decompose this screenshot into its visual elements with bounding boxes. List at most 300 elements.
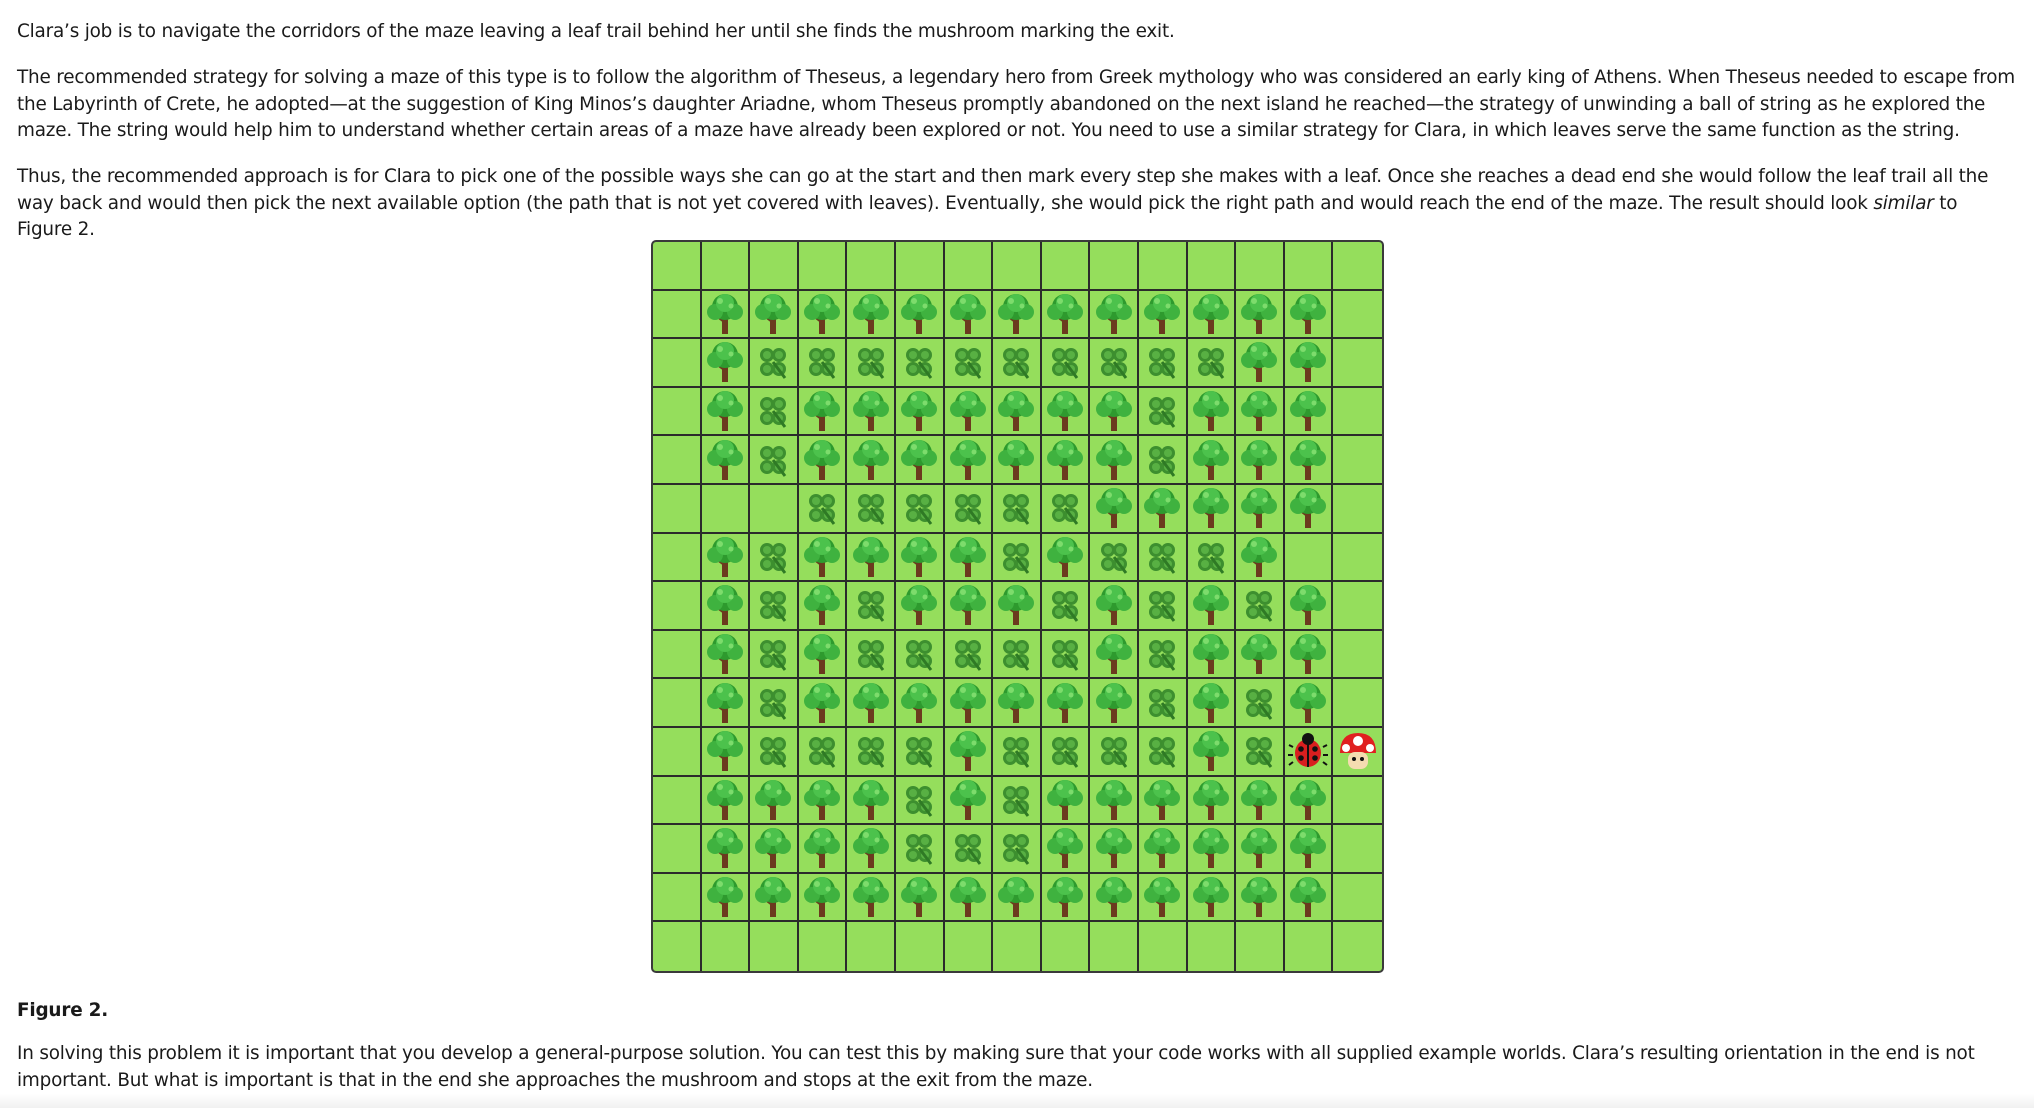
maze-cell — [1285, 582, 1334, 631]
maze-cell — [1042, 485, 1091, 534]
tree-icon — [1237, 778, 1281, 822]
maze-cell — [1139, 339, 1188, 388]
maze-cell — [1285, 874, 1334, 923]
tree-icon — [800, 535, 844, 579]
maze-cell — [799, 436, 848, 485]
maze-cell — [1188, 631, 1237, 680]
maze-cell — [1042, 388, 1091, 437]
leaf-icon — [800, 729, 844, 773]
leaf-icon — [1237, 583, 1281, 627]
maze-cell — [896, 825, 945, 874]
maze-cell — [1042, 582, 1091, 631]
maze-cell — [653, 582, 702, 631]
tree-icon — [1237, 826, 1281, 870]
maze-cell — [1090, 777, 1139, 826]
maze-cell — [1333, 436, 1382, 485]
maze-cell — [945, 874, 994, 923]
leaf-icon — [849, 486, 893, 530]
maze-cell — [702, 242, 751, 291]
maze-cell — [847, 922, 896, 971]
tree-icon — [1237, 292, 1281, 336]
maze-cell — [1236, 777, 1285, 826]
maze-cell — [1042, 679, 1091, 728]
leaf-icon — [897, 729, 941, 773]
leaf-icon — [1092, 535, 1136, 579]
maze-cell — [1139, 582, 1188, 631]
maze-cell — [993, 436, 1042, 485]
maze-cell — [750, 436, 799, 485]
tree-icon — [897, 438, 941, 482]
maze-cell — [1042, 291, 1091, 340]
leaf-icon — [946, 826, 990, 870]
maze-cell — [653, 291, 702, 340]
tree-icon — [703, 729, 747, 773]
maze-cell — [1139, 242, 1188, 291]
figure-caption: Figure 2. — [17, 1000, 109, 1021]
maze-cell — [1090, 485, 1139, 534]
leaf-icon — [1140, 535, 1184, 579]
leaf-icon — [751, 535, 795, 579]
maze-cell — [945, 485, 994, 534]
maze-cell — [750, 777, 799, 826]
maze-cell — [896, 679, 945, 728]
maze-cell — [653, 777, 702, 826]
leaf-icon — [800, 486, 844, 530]
maze-cell — [1090, 291, 1139, 340]
tree-icon — [1092, 583, 1136, 627]
maze-cell — [1333, 291, 1382, 340]
maze-cell — [945, 534, 994, 583]
maze-cell — [945, 388, 994, 437]
maze-cell — [1236, 825, 1285, 874]
tree-icon — [1043, 778, 1087, 822]
maze-cell — [799, 874, 848, 923]
maze-cell — [896, 534, 945, 583]
maze-cell — [653, 728, 702, 777]
maze-cell — [702, 582, 751, 631]
leaf-icon — [946, 340, 990, 384]
maze-cell — [847, 436, 896, 485]
tree-icon — [800, 292, 844, 336]
maze-cell — [945, 777, 994, 826]
leaf-icon — [1092, 340, 1136, 384]
maze-cell — [1188, 534, 1237, 583]
maze-cell — [1139, 728, 1188, 777]
tree-icon — [800, 389, 844, 433]
maze-cell — [1333, 242, 1382, 291]
leaf-icon — [897, 778, 941, 822]
leaf-icon — [751, 583, 795, 627]
tree-icon — [1237, 340, 1281, 384]
tree-icon — [1286, 875, 1330, 919]
tree-icon — [703, 292, 747, 336]
approach-paragraph — [17, 164, 2017, 244]
maze-cell — [847, 291, 896, 340]
maze-cell — [702, 777, 751, 826]
maze-cell — [1042, 436, 1091, 485]
maze-cell — [799, 825, 848, 874]
maze-cell — [1333, 485, 1382, 534]
intro-paragraph: Clara’s job is to navigate the corridors of the maze leaving a leaf trail behind her until she finds the mushroom marking the exit. — [17, 21, 1175, 42]
maze-cell — [1042, 777, 1091, 826]
tree-icon — [1189, 583, 1233, 627]
maze-cell — [1090, 679, 1139, 728]
maze-cell — [1285, 388, 1334, 437]
maze-cell — [1285, 534, 1334, 583]
tree-icon — [800, 778, 844, 822]
leaf-icon — [946, 632, 990, 676]
maze-cell — [1285, 631, 1334, 680]
leaf-icon — [751, 681, 795, 725]
maze-cell — [653, 922, 702, 971]
leaf-icon — [1140, 681, 1184, 725]
maze-cell — [1333, 825, 1382, 874]
tree-icon — [800, 826, 844, 870]
leaf-icon — [946, 486, 990, 530]
tree-icon — [849, 535, 893, 579]
maze-cell — [993, 582, 1042, 631]
tree-icon — [800, 438, 844, 482]
maze-cell — [847, 242, 896, 291]
maze-cell — [847, 679, 896, 728]
approach-text-end: to Figure 2. — [17, 192, 1958, 240]
maze-cell — [1188, 291, 1237, 340]
maze-cell — [1333, 582, 1382, 631]
maze-cell — [799, 728, 848, 777]
maze-cell — [1333, 631, 1382, 680]
maze-cell — [1285, 679, 1334, 728]
tree-icon — [1286, 583, 1330, 627]
maze-cell — [1042, 922, 1091, 971]
maze-cell — [1236, 242, 1285, 291]
leaf-icon — [849, 632, 893, 676]
maze-cell — [1188, 728, 1237, 777]
tree-icon — [800, 632, 844, 676]
maze-cell — [847, 485, 896, 534]
tree-icon — [1140, 875, 1184, 919]
tree-icon — [994, 875, 1038, 919]
tree-icon — [897, 875, 941, 919]
maze-cell — [1090, 388, 1139, 437]
maze-cell — [1333, 534, 1382, 583]
maze-cell — [1139, 874, 1188, 923]
leaf-icon — [994, 535, 1038, 579]
tree-icon — [1237, 632, 1281, 676]
maze-cell — [1285, 825, 1334, 874]
tree-icon — [751, 778, 795, 822]
maze-cell — [993, 922, 1042, 971]
maze-cell — [896, 631, 945, 680]
maze-cell — [993, 825, 1042, 874]
maze-cell — [653, 534, 702, 583]
tree-icon — [1286, 486, 1330, 530]
maze-cell — [750, 242, 799, 291]
maze-cell — [945, 339, 994, 388]
leaf-icon — [897, 340, 941, 384]
maze-cell — [1333, 339, 1382, 388]
tree-icon — [849, 292, 893, 336]
leaf-icon — [897, 826, 941, 870]
maze-cell — [945, 436, 994, 485]
tree-icon — [1286, 389, 1330, 433]
maze-cell — [993, 874, 1042, 923]
leaf-icon — [994, 826, 1038, 870]
maze-cell — [1042, 825, 1091, 874]
leaf-icon — [1189, 340, 1233, 384]
maze-cell — [1139, 631, 1188, 680]
tree-icon — [994, 389, 1038, 433]
maze-cell — [1188, 242, 1237, 291]
maze-figure — [651, 240, 1384, 973]
tree-icon — [1140, 292, 1184, 336]
tree-icon — [703, 778, 747, 822]
tree-icon — [800, 875, 844, 919]
tree-icon — [1043, 875, 1087, 919]
maze-cell — [1090, 339, 1139, 388]
maze-cell — [702, 922, 751, 971]
tree-icon — [800, 681, 844, 725]
maze-cell — [896, 339, 945, 388]
maze-cell — [1090, 728, 1139, 777]
maze-cell — [1236, 388, 1285, 437]
tree-icon — [946, 729, 990, 773]
maze-cell — [1285, 728, 1334, 777]
approach-text: Thus, the recommended approach is for Clara to pick one of the possible ways she can go at the start and then mark every step she makes with a leaf. Once she reaches a dead end she would follow the leaf trail all the way back and would then pick the next available option (the path that is not yet covered with leaves). Eventually, she would pick the right path and would reach the end of the maze. The result should look — [17, 166, 1989, 214]
tree-icon — [1237, 389, 1281, 433]
leaf-icon — [1237, 729, 1281, 773]
tree-icon — [1043, 438, 1087, 482]
leaf-icon — [1043, 632, 1087, 676]
maze-cell — [799, 582, 848, 631]
maze-cell — [847, 777, 896, 826]
maze-cell — [653, 242, 702, 291]
maze-cell — [1236, 534, 1285, 583]
tree-icon — [703, 681, 747, 725]
maze-cell — [702, 825, 751, 874]
maze-cell — [1188, 582, 1237, 631]
maze-cell — [1139, 485, 1188, 534]
maze-cell — [1090, 825, 1139, 874]
maze-cell — [799, 339, 848, 388]
maze-cell — [945, 631, 994, 680]
tree-icon — [849, 438, 893, 482]
maze-cell — [847, 631, 896, 680]
maze-cell — [750, 922, 799, 971]
maze-cell — [1236, 339, 1285, 388]
maze-cell — [653, 874, 702, 923]
tree-icon — [849, 826, 893, 870]
leaf-icon — [751, 438, 795, 482]
maze-cell — [1139, 679, 1188, 728]
maze-cell — [653, 825, 702, 874]
leaf-icon — [994, 340, 1038, 384]
leaf-icon — [1043, 486, 1087, 530]
tree-icon — [1286, 778, 1330, 822]
maze-cell — [702, 388, 751, 437]
maze-cell — [799, 388, 848, 437]
maze-cell — [945, 825, 994, 874]
leaf-icon — [897, 632, 941, 676]
tree-icon — [849, 681, 893, 725]
maze-cell — [750, 534, 799, 583]
maze-cell — [1188, 339, 1237, 388]
tree-icon — [800, 583, 844, 627]
maze-cell — [1285, 485, 1334, 534]
leaf-icon — [1092, 729, 1136, 773]
maze-cell — [945, 728, 994, 777]
tree-icon — [1237, 535, 1281, 579]
tree-icon — [1189, 486, 1233, 530]
tree-icon — [1189, 826, 1233, 870]
maze-cell — [799, 777, 848, 826]
mushroom-icon — [1336, 729, 1380, 773]
tree-icon — [703, 632, 747, 676]
maze-cell — [1090, 582, 1139, 631]
leaf-icon — [1140, 389, 1184, 433]
maze-cell — [1236, 631, 1285, 680]
maze-cell — [993, 339, 1042, 388]
maze-cell — [1139, 436, 1188, 485]
tree-icon — [703, 438, 747, 482]
maze-cell — [1042, 631, 1091, 680]
tree-icon — [849, 778, 893, 822]
maze-cell — [993, 534, 1042, 583]
maze-cell — [896, 242, 945, 291]
tree-icon — [946, 389, 990, 433]
maze-cell — [1236, 291, 1285, 340]
maze-cell — [993, 485, 1042, 534]
maze-cell — [896, 485, 945, 534]
maze-cell — [1285, 922, 1334, 971]
maze-cell — [993, 631, 1042, 680]
maze-cell — [750, 388, 799, 437]
tree-icon — [751, 826, 795, 870]
tree-icon — [1237, 875, 1281, 919]
tree-icon — [1043, 826, 1087, 870]
leaf-icon — [1043, 340, 1087, 384]
maze-cell — [799, 922, 848, 971]
maze-cell — [945, 922, 994, 971]
tree-icon — [1237, 486, 1281, 530]
tree-icon — [1092, 486, 1136, 530]
tree-icon — [897, 681, 941, 725]
maze-cell — [653, 436, 702, 485]
maze-cell — [799, 291, 848, 340]
maze-cell — [993, 242, 1042, 291]
maze-cell — [1188, 922, 1237, 971]
maze-cell — [702, 291, 751, 340]
tree-icon — [1286, 826, 1330, 870]
maze-cell — [896, 874, 945, 923]
maze-cell — [1285, 436, 1334, 485]
leaf-icon — [849, 583, 893, 627]
maze-cell — [1236, 874, 1285, 923]
leaf-icon — [994, 778, 1038, 822]
maze-cell — [653, 679, 702, 728]
maze-cell — [1285, 777, 1334, 826]
tree-icon — [946, 681, 990, 725]
maze-cell — [1090, 534, 1139, 583]
tree-icon — [1092, 681, 1136, 725]
tree-icon — [994, 583, 1038, 627]
maze-cell — [750, 679, 799, 728]
maze-cell — [1188, 388, 1237, 437]
maze-cell — [847, 388, 896, 437]
tree-icon — [1189, 875, 1233, 919]
maze-cell — [1333, 922, 1382, 971]
maze-cell — [1090, 631, 1139, 680]
maze-grid — [653, 242, 1382, 971]
tree-icon — [1043, 389, 1087, 433]
maze-cell — [750, 728, 799, 777]
leaf-icon — [751, 632, 795, 676]
maze-cell — [1188, 777, 1237, 826]
maze-cell — [1285, 291, 1334, 340]
tree-icon — [1189, 681, 1233, 725]
tree-icon — [1189, 292, 1233, 336]
tree-icon — [994, 438, 1038, 482]
tree-icon — [1237, 438, 1281, 482]
leaf-icon — [994, 729, 1038, 773]
maze-cell — [1188, 436, 1237, 485]
maze-cell — [847, 339, 896, 388]
maze-cell — [702, 728, 751, 777]
maze-cell — [1090, 436, 1139, 485]
maze-cell — [702, 534, 751, 583]
leaf-icon — [1140, 438, 1184, 482]
emphasis-similar: similar — [1873, 192, 1934, 214]
leaf-icon — [994, 486, 1038, 530]
theseus-paragraph: The recommended strategy for solving a maze of this type is to follow the algorithm of Theseus, a legendary hero from Greek mythology who was considered an early king of Athens. When Theseus needed to escape from the Labyrinth of Crete, he adopted—at the suggestion of King Minos’s daughter Ariadne, whom Theseus promptly abandoned on the next island he reached—the strategy of unwinding a ball of string as he explored the maze. The string would help him to understand whether certain areas of a maze have already been explored or not. You need to use a similar strategy for Clara, in which leaves serve the same function as the string. — [17, 67, 2015, 141]
tree-icon — [703, 875, 747, 919]
maze-cell — [945, 242, 994, 291]
tree-icon — [1140, 826, 1184, 870]
maze-cell — [1139, 291, 1188, 340]
tree-icon — [1286, 438, 1330, 482]
maze-cell — [847, 874, 896, 923]
tree-icon — [1043, 535, 1087, 579]
maze-cell — [799, 534, 848, 583]
maze-cell — [702, 339, 751, 388]
maze-cell — [847, 534, 896, 583]
maze-cell — [799, 679, 848, 728]
requirements-paragraph: In solving this problem it is important that you develop a general-purpose solution. You can test this by making sure that your code works with all supplied example worlds. Clara’s resulting orientation in the end is not important. But what is important is that in the end she approaches the mushroom and stops at the exit from the maze. — [17, 1043, 1975, 1091]
maze-cell — [750, 631, 799, 680]
maze-cell — [1139, 922, 1188, 971]
maze-cell — [1042, 728, 1091, 777]
tree-icon — [703, 535, 747, 579]
maze-cell — [847, 825, 896, 874]
tree-icon — [897, 583, 941, 627]
maze-cell — [1236, 728, 1285, 777]
tree-icon — [946, 535, 990, 579]
tree-icon — [1286, 681, 1330, 725]
maze-cell — [945, 679, 994, 728]
tree-icon — [1092, 438, 1136, 482]
tree-icon — [946, 778, 990, 822]
tree-icon — [703, 826, 747, 870]
tree-icon — [946, 583, 990, 627]
maze-cell — [750, 485, 799, 534]
leaf-icon — [994, 632, 1038, 676]
tree-icon — [703, 389, 747, 433]
maze-cell — [993, 728, 1042, 777]
maze-cell — [1188, 679, 1237, 728]
maze-cell — [750, 339, 799, 388]
page-bottom-edge — [0, 1094, 2034, 1108]
maze-cell — [1139, 388, 1188, 437]
tree-icon — [1140, 486, 1184, 530]
